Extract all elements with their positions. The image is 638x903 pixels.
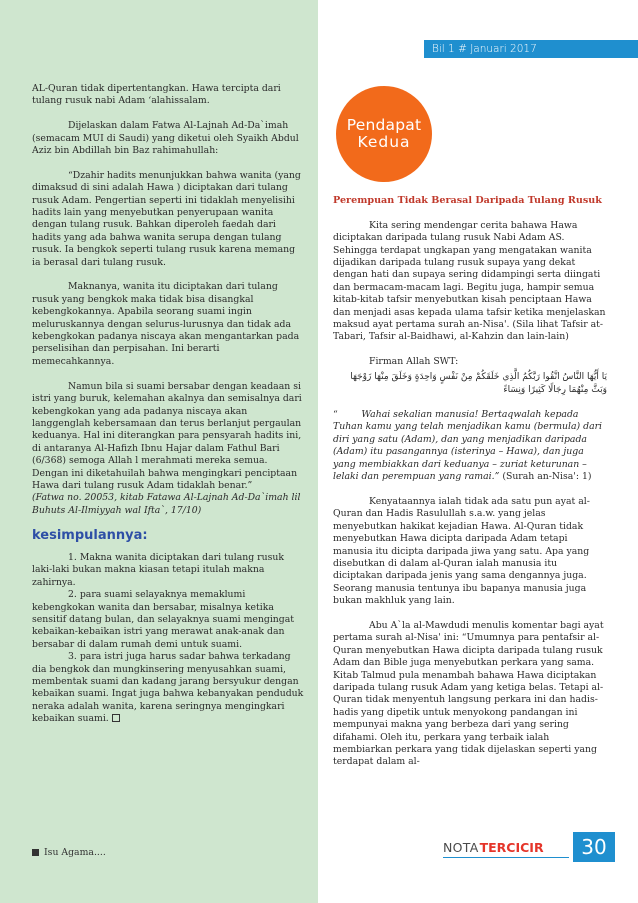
quote-mark: “ [333,409,338,421]
paragraph: AL-Quran tidak dipertentangkan. Hawa tercipta dari tulang rusuk nabi Adam ‘alahissalam. [32,83,281,107]
paragraph: Namun bila si suami bersabar dengan keadaan si istri yang buruk, kelemahan akalnya dan semisalnya dari kebengkokan yang ada padanya niscaya akan langgenglah kebersamaan dan terus berlanjut pergaulan keduanya. Hal ini diterangkan para pensyarah hadits ini, di antaranya Al-Hafizh Ibnu Hajar dalam Fathul Bari (6/368) semoga Allah l merahmati mereka semua. Dengan ini diketahuilah bahwa mengingkari penciptaan Hawa dari tulang rusuk Adam tidaklah benar.” [32,380,302,491]
left-column [32,83,304,726]
right-column [333,195,607,781]
conclusion-item-text: 3. para istri juga harus sadar bahwa terkadang dia bengkok dan mungkinsering menyusahkan suami, membentak suami dan kadang jarang bersyukur dengan kebaikan suami. Ingat juga bahwa kebanyakan penduduk neraka adalah wanita, karena seringnya mengingkari kebaikan suami. [32,651,304,725]
conclusion-heading: kesimpulannya: [32,527,148,543]
verse-translation [333,409,607,483]
translation-text: Wahai sekalian manusia! Bertaqwalah kepada Tuhan kamu yang telah menjadikan kamu (bermula) dari diri yang satu (Adam), dan yang menjadikan daripada (Adam) itu pasangannya (isterinya – Hawa), dan juga yang membiakkan dari keduanya – zuriat keturunan – lelaki dan perempuan yang ramai.” [333,409,603,483]
logo-line-1: Pendapat [346,116,422,134]
issue-banner [424,40,638,58]
page-number: 30 [573,832,615,862]
brand-nota: NOTA [443,840,479,855]
paragraph: Firman Allah SWT: [369,356,459,368]
footer-divider [443,857,569,858]
arabic-verse: يَا أَيُّهَا النَّاسُ اتَّقُوا رَبَّكُمُ الَّذِي خَلَقَكُمْ مِنْ نَفْسٍ وَاحِدَةٍ وَخَلَقَ مِنْهَا زَوْجَهَا وَبَثَّ مِنْهُمَا رِجَالًا كَثِيرًا وَنِسَاءً [350,371,607,395]
paragraph: Kenyataannya ialah tidak ada satu pun ayat al-Quran dan Hadis Rasulullah s.a.w. yang jelas menyebutkan hakikat kejadian Hawa. Al-Quran tidak menyebutkan Hawa dicipta daripada Adam tetapi manusia itu dicipta daripada jiwa yang satu. Apa yang disebutkan di dalam al-Quran ialah manusia itu diciptakan daripada jenis yang sama dengannya juga. Seorang manusia tentunya ibu bapanya manusia juga bukan makhluk yang lain. [333,495,590,607]
footer-section [32,847,106,858]
surah-reference: (Surah an-Nisa': 1) [502,471,592,483]
end-mark-icon [112,714,120,722]
fatwa-citation: (Fatwa no. 20053, kitab Fatawa Al-Lajnah Ad-Da`imah lil Buhuts Al-Ilmiyyah wal Ifta`, 17/10) [32,492,301,516]
paragraph: Abu A`la al-Mawdudi menulis komentar bagi ayat pertama surah al-Nisa' ini: “Umumnya para pentafsir al-Quran menyebutkan Hawa dicipta daripada tulang rusuk Adam dan Bible juga menyebutkan perkara yang sama. Kitab Talmud pula menambah bahawa Hawa diciptakan daripada tulang rusuk Adam yang ketiga belas. Tetapi al-Quran tidak menyentuh langsung perkara ini dan hadis-hadis yang dipetik untuk menyokong pandangan ini mempunyai makna yang berbeza dari yang sering difahami. Oleh itu, perkara yang terbaik ialah membiarkan perkara yang tidak dijelaskan seperti yang terdapat dalam al- [333,619,604,768]
conclusion-item: 1. Makna wanita diciptakan dari tulang rusuk laki-laki bukan makna kiasan tetapi itulah makna zahirnya. [32,551,284,588]
footer-brand [443,840,544,855]
paragraph: Dijelaskan dalam Fatwa Al-Lajnah Ad-Da`imah (semacam MUI di Saudi) yang diketui oleh Syaikh Abdul Aziz bin Abdillah bin Baz rahimahullah: [32,120,299,157]
paragraph: “Dzahir hadits menunjukkan bahwa wanita (yang dimaksud di sini adalah Hawa ) diciptakan dari tulang rusuk Adam. Pengertian seperti ini tidaklah menyelisihi hadits lain yang menyebutkan penyerupaan wanita dengan tulang rusuk. Bahkan diperoleh faedah dari hadits yang ada bahwa wanita serupa dengan tulang rusuk. Ia bengkok seperti tulang rusuk karena memang ia berasal dari tulang rusuk. [32,169,301,268]
issue-label: Bil 1 # Januari 2017 [432,43,537,55]
paragraph: Maknanya, wanita itu diciptakan dari tulang rusuk yang bengkok maka tidak bisa disangkal kebengkokannya. Apabila seorang suami ingin meluruskannya dengan selurus-lurusnya dan tidak ada kebengkokan padanya niscaya akan mengantarkan pada perselisihan dan perpisahan. Ini berarti memecahkannya. [32,281,300,367]
pendapat-kedua-logo [336,86,432,182]
paragraph: Kita sering mendengar cerita bahawa Hawa diciptakan daripada tulang rusuk Nabi Adam AS. Sehingga terdapat ungkapan yang mengatakan wanita dijadikan daripada tulang rusuk supaya yang dekat dengan hati dan supaya sering didampingi serta diingati dan bermacam-macam lagi. Begitu juga, hampir semua kitab-kitab tafsir menyebutkan kisah penciptaan Hawa dan menjadi asas kepada ulama tafsir ketika menjelaskan maksud ayat pertama surah an-Nisa'. (Sila lihat Tafsir at-Tabari, Tafsir al-Baidhawi, al-Kahzin dan lain-lain) [333,219,606,343]
logo-line-2: Kedua [357,133,411,151]
article-title: Perempuan Tidak Berasal Daripada Tulang Rusuk [333,195,602,206]
conclusion-item [32,651,304,725]
brand-tercicir: TERCICIR [479,840,544,855]
section-label: Isu Agama.... [44,847,106,858]
conclusion-item: 2. para suami selayaknya memaklumi kebengkokan wanita dan bersabar, misalnya ketika sensitif datang bulan, dan selayaknya suami mengingat kebaikan-kebaikan istri yang merawat anak-anak dan bersabar di dalam rumah demi untuk suami. [32,589,295,650]
square-bullet-icon [32,849,39,856]
